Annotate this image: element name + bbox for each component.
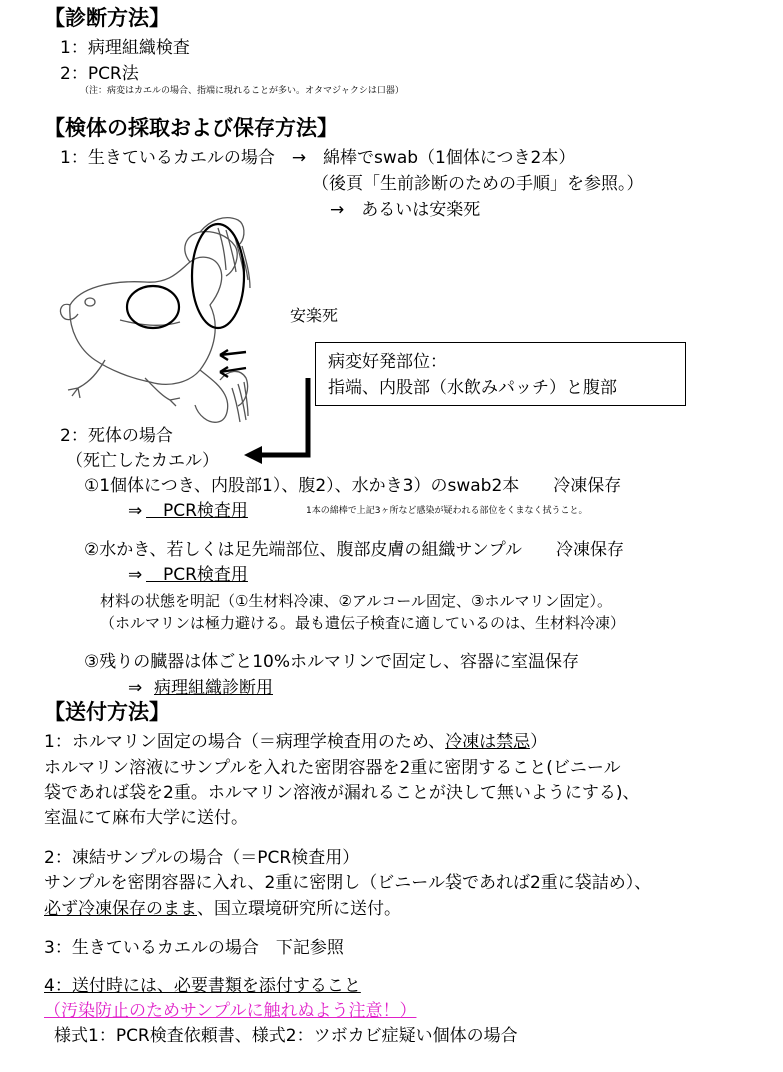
shipping-frozen-line3a: 必ず冷凍保存のまま	[44, 899, 197, 919]
dead-frog-line: 2：死体の場合	[60, 426, 173, 446]
shipping-formalin-line1c: ）	[530, 732, 548, 752]
shipping-frozen-line3	[44, 901, 401, 918]
lesion-sites-list: 指端、内股部（水飲みパッチ）と腹部	[328, 378, 617, 398]
euthanasia-label: 安楽死	[290, 306, 339, 325]
dead-item-2: ②水かき、若しくは足先端部位、腹部皮膚の組織サンプル 冷凍保存	[84, 540, 625, 560]
dead-item-1: ①1個体につき、内股部1）、腹2）、水かき3）のswab2本 冷凍保存	[84, 476, 622, 496]
shipping-live: 3：生きているカエルの場合 下記参照	[44, 938, 344, 958]
heading-diagnosis: 【診断方法】	[44, 6, 170, 30]
lesion-sites-title: 病変好発部位：	[328, 352, 447, 372]
dead-item-1-note: 1本の綿棒で上記3ヶ所など感染が疑われる部位をくまなく拭うこと。	[306, 506, 588, 516]
live-frog-reference: （後頁「生前診断のための手順」を参照。）	[312, 174, 644, 194]
shipping-formalin-line1	[44, 734, 547, 751]
dead-item-3: ③残りの臓器は体ごと10%ホルマリンで固定し、容器に室温保存	[84, 652, 580, 672]
dead-item-2-arrow: ⇒	[128, 565, 143, 585]
shipping-frozen-line2: サンプルを密閉容器に入れ、2重に密閉し（ビニール袋であれば2重に袋詰め）、	[44, 873, 652, 893]
shipping-docs-line1: 4：送付時には、必要書類を添付すること	[44, 976, 361, 996]
diagnosis-note: （注：病変はカエルの場合、指端に現れることが多い。オタマジャクシは口器）	[80, 86, 404, 96]
shipping-formalin-line1b: 冷凍は禁忌	[445, 732, 531, 752]
pointer-arrow	[240, 370, 320, 470]
shipping-formalin-line3: 袋であれば袋を2重。ホルマリン溶液が漏れることが決して無いようにする)、	[44, 783, 640, 803]
shipping-formalin-line2: ホルマリン溶液にサンプルを入れた密閉容器を2重に密閉すること(ビニール	[44, 758, 621, 778]
diagnosis-item-2: 2：PCR法	[60, 64, 139, 84]
dead-item-3-arrow: ⇒	[128, 678, 143, 698]
shipping-formalin-line4: 室温にて麻布大学に送付。	[44, 808, 248, 828]
dead-item-1-purpose: PCR検査用	[146, 501, 248, 521]
dead-item-1-arrow: ⇒	[128, 501, 143, 521]
dead-item-2-purpose: PCR検査用	[146, 565, 248, 585]
shipping-docs-warning: （汚染防止のためサンプルに触れぬよう注意！）	[44, 1001, 417, 1021]
shipping-frozen-line1: 2：凍結サンプルの場合（＝PCR検査用）	[44, 848, 360, 868]
dead-item-2-note-1: 材料の状態を明記（①生材料冷凍、②アルコール固定、③ホルマリン固定）。	[100, 592, 612, 610]
shipping-frozen-line3b: 、国立環境研究所に送付。	[197, 899, 401, 919]
live-frog-line: 1：生きているカエルの場合 → 綿棒でswab（1個体につき2本）	[60, 148, 576, 168]
shipping-formalin-line1a: 1：ホルマリン固定の場合（＝病理学検査用のため、	[44, 732, 446, 752]
dead-item-2-note-2: （ホルマリンは極力避ける。最も遺伝子検査に適しているのは、生材料冷凍）	[100, 614, 626, 632]
diagnosis-item-1: 1：病理組織検査	[60, 38, 190, 58]
heading-sampling: 【検体の採取および保存方法】	[44, 116, 338, 140]
shipping-docs-forms: 様式1：PCR検査依頼書、様式2：ツボカビ症疑い個体の場合	[54, 1026, 518, 1046]
dead-item-3-purpose: 病理組織診断用	[154, 678, 273, 698]
heading-shipping: 【送付方法】	[44, 700, 170, 724]
dead-frog-subline: （死亡したカエル）	[66, 451, 219, 471]
live-frog-euthanasia: → あるいは安楽死	[330, 200, 481, 220]
